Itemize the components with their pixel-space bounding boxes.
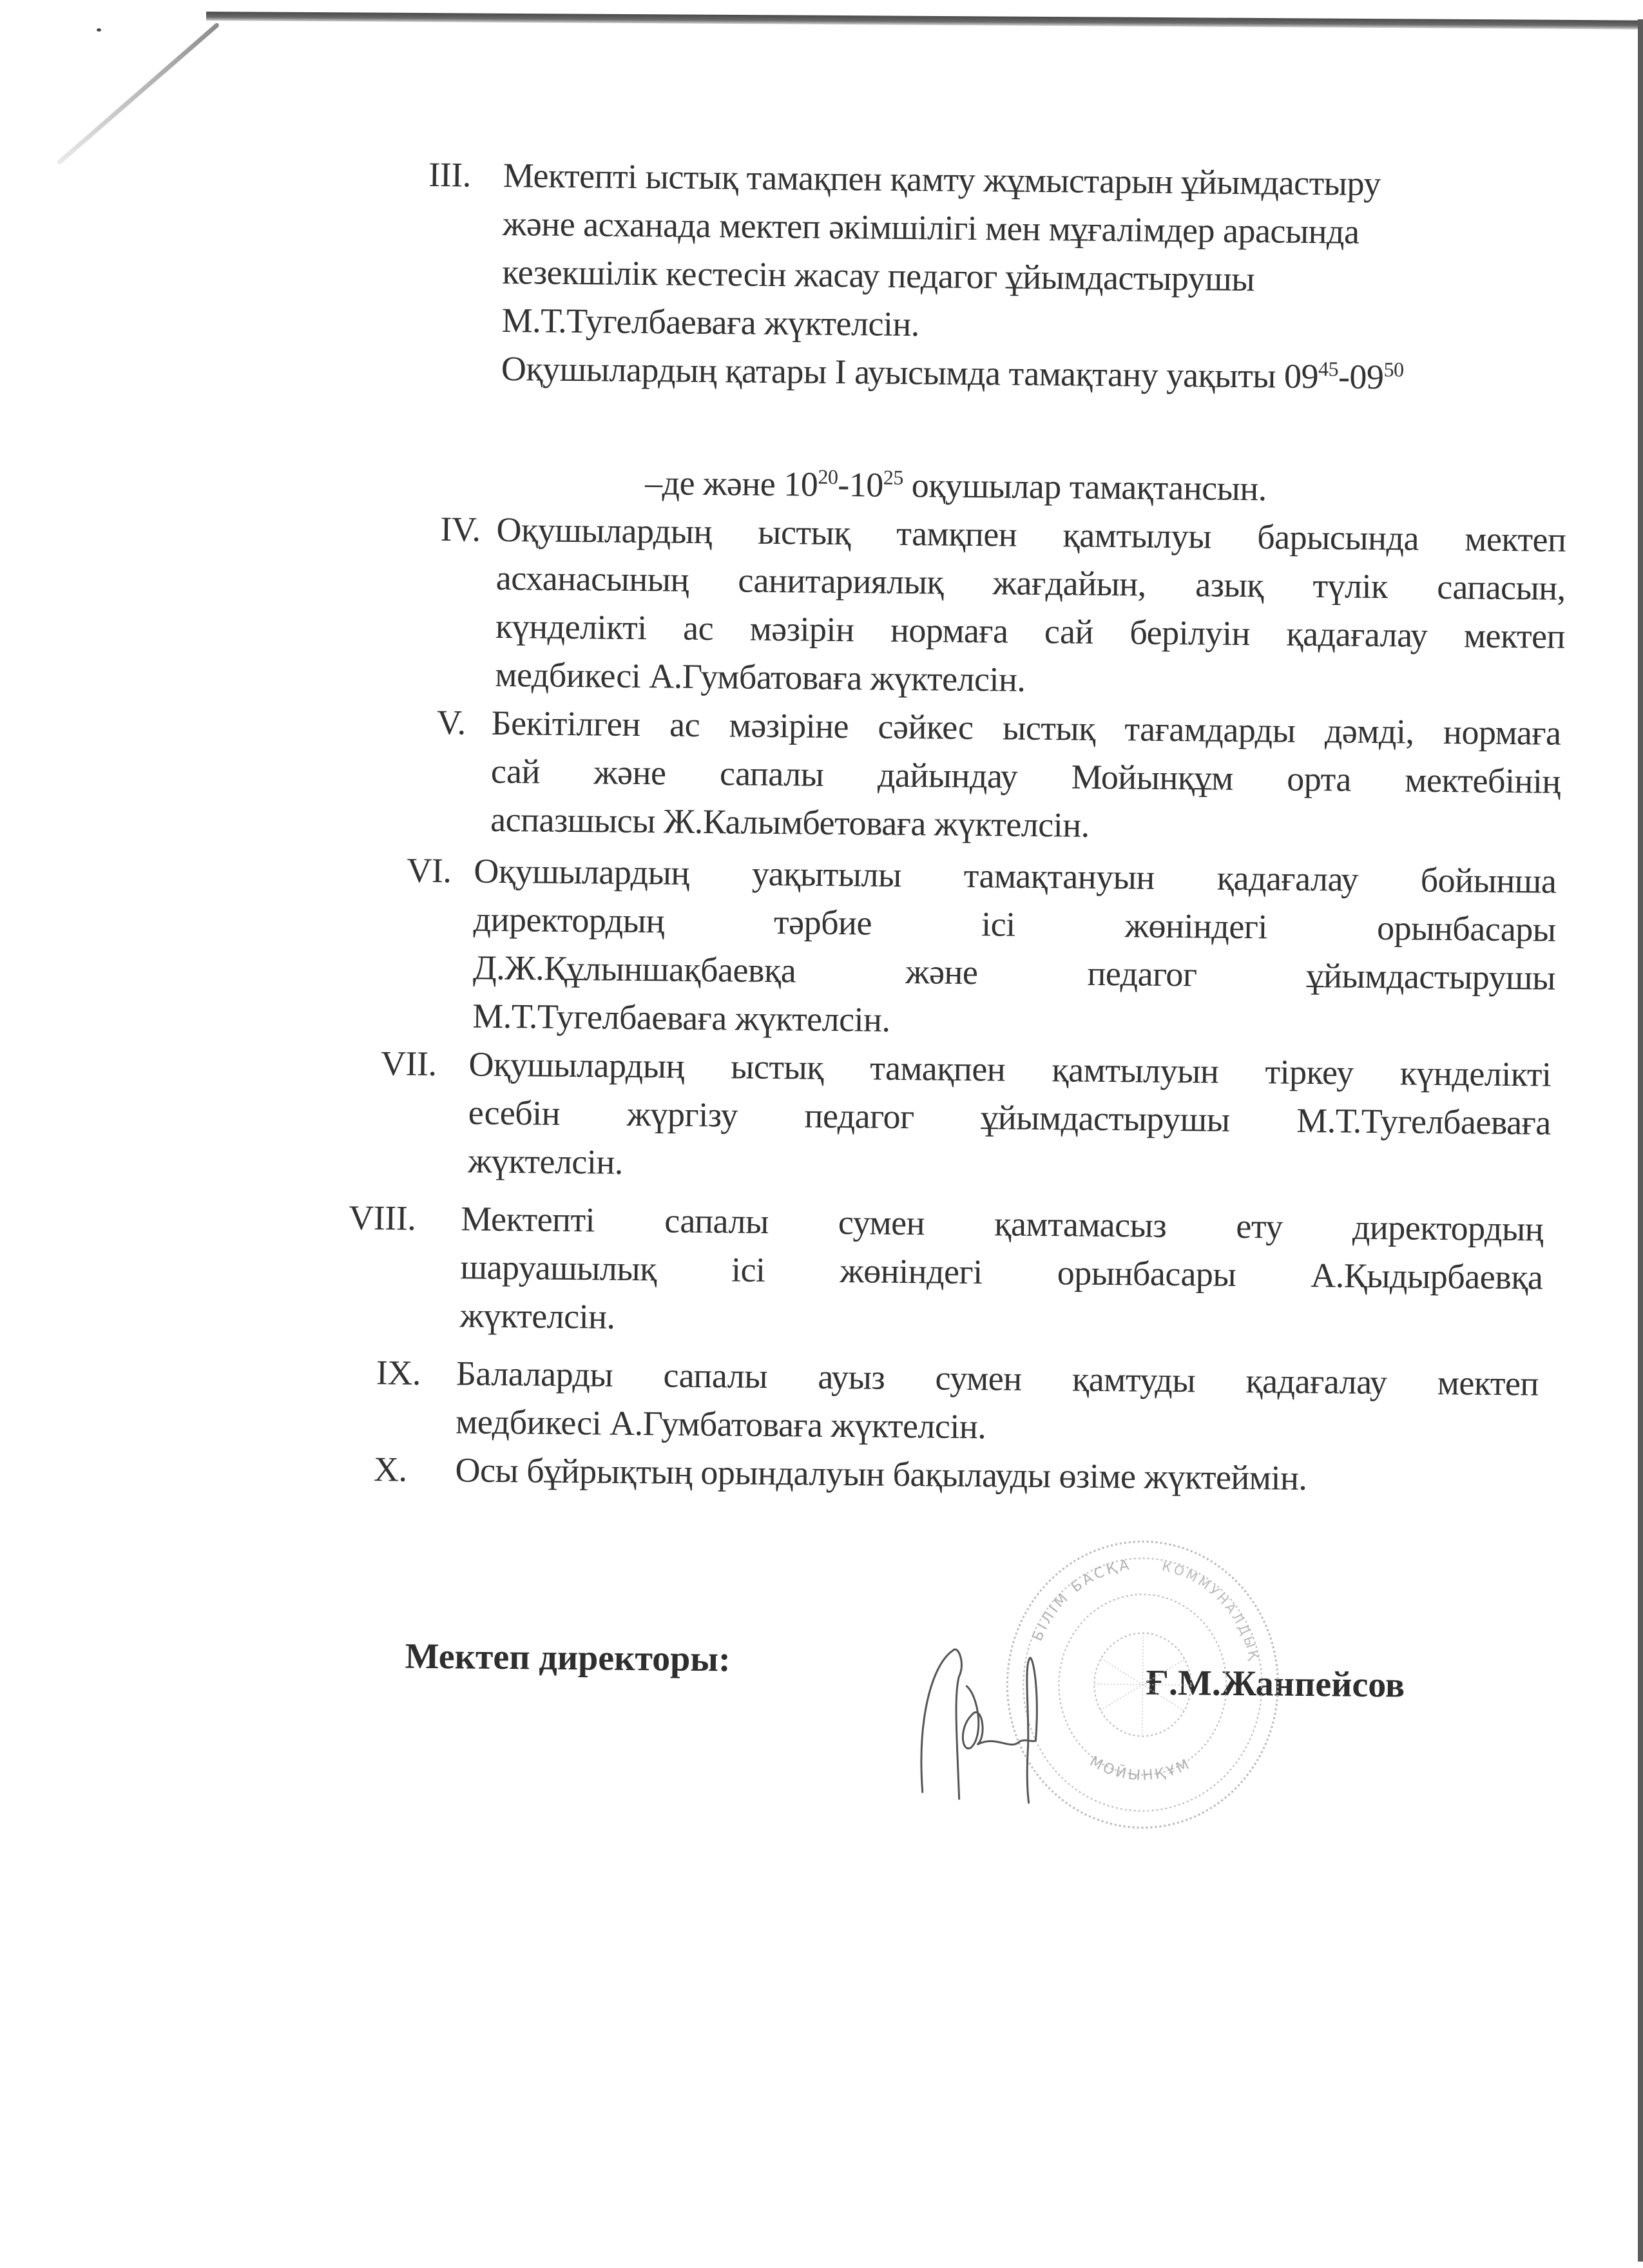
item-number: VIII. [349,1198,416,1238]
item-line: аспазшысы Ж.Калымбетоваға жүктелсін. [490,800,1090,845]
time-1-start: $09^{45}$ [1283,356,1339,396]
item-text [456,1349,1539,1456]
item-text [468,1041,1552,1196]
item-line: есебін жүргізу педагог ұйымдастырушы М.Т.Тугелбаеваға [468,1093,1552,1142]
meal-schedule-line: Оқушылардың қатары I ауысымда тамақтану уақыты $09^{45}-09^{50}$ [501,349,1404,397]
item-line: Осы бұйрықтың орындалуын бақылауды өзіме жүктеймін. [455,1450,1307,1498]
item-line: Оқушылардың уақытылы тамақтануын қадағалау бойынша [474,851,1557,901]
director-name: Ғ.М.Жанпейсов [1146,1662,1405,1706]
item-line: Оқушылардың ыстық тамқпен қамтылуы барысында мектеп [496,510,1566,559]
item-line: сай және сапалы дайындау Мойынқұм орта мектебінің [490,751,1561,801]
item-line: медбикесі А.Гумбатоваға жүктелсін. [495,655,1026,699]
item-text [472,847,1557,1051]
item-text [495,506,1566,709]
item-text [455,1446,1551,1504]
item-line: Бекітілген ас мәзіріне сәйкес ыстық тағамдарды дәмді, нормаға [491,703,1561,753]
item-number: VI. [407,850,452,890]
time-2-start: $10^{20}$ [783,465,838,504]
stamp-text-top: БІЛІМ БАСҚА [1029,1557,1133,1644]
item-line: Мектепті сапалы сумен қамтамасыз ету директордың [460,1199,1544,1249]
item-line: Д.Ж.Құлыншақбаевқа және педагог ұйымдастырушы [472,948,1556,997]
item-line: шаруашылық ісі жөніндегі орынбасары А.Қыдырбаевқа [460,1247,1543,1297]
item-text [501,151,1509,403]
stamp-text-top-2: КОММУНАЛДЫҚ [1160,1558,1263,1664]
item-line: жүктелсін. [467,1141,624,1182]
item-line: медбикесі А.Гумбатоваға жүктелсін. [455,1402,986,1446]
item-number: III. [428,155,472,195]
item-line: Балаларды сапалы ауыз сумен қамтуды қадағалау мектеп [456,1354,1539,1403]
item-number: V. [436,703,466,742]
item-number: VII. [380,1044,437,1084]
item-line: Оқушылардың ыстық тамақпен қамтылуын тіркеу күнделікті [468,1044,1552,1094]
item-line: және асханада мектеп әкімшілігі мен мұғалімдер арасында [502,204,1360,251]
item-line: күнделікті ас мәзірін нормаға сай берілуін қадағалау мектеп [495,606,1566,656]
handwritten-signature-icon [907,1637,1120,1807]
meal-schedule-continuation: –де және $10^{20}-10^{25}$ оқушылар тамақтансын. [644,463,1267,508]
item-text [459,1195,1543,1350]
item-line: асханасының санитариялық жағдайын, азық түлік сапасын, [495,558,1566,608]
item-number: X. [373,1450,407,1489]
item-line: М.Т.Тугелбаеваға жүктелсін. [472,996,890,1039]
item-line: директордың тәрбие ісі жөніндегі орынбасары [473,899,1556,949]
item-line: Мектепті ыстық тамақпен қамту жұмыстарын ұйымдастыру [503,155,1381,204]
svg-text:БІЛІМ БАСҚА [1030,1556,1133,1644]
director-title-label: Мектеп директоры: [405,1636,731,1680]
item-number: IX. [376,1353,421,1392]
item-text [490,699,1561,854]
item-line: М.Т.Тугелбаеваға жүктелсін. [501,300,920,344]
time-1-end: $09^{50}$ [1349,357,1404,397]
item-number: IV. [440,510,481,549]
time-2-end: $10^{25}$ [849,465,904,505]
item-line: кезекшілік кестесін жасау педагог ұйымдастырушы [502,252,1255,299]
stamp-text-bottom: МОЙЫНҚҰМ [1087,1753,1195,1784]
svg-text:КОММУНАЛДЫҚ [1160,1558,1263,1664]
item-line: жүктелсін. [459,1296,615,1336]
